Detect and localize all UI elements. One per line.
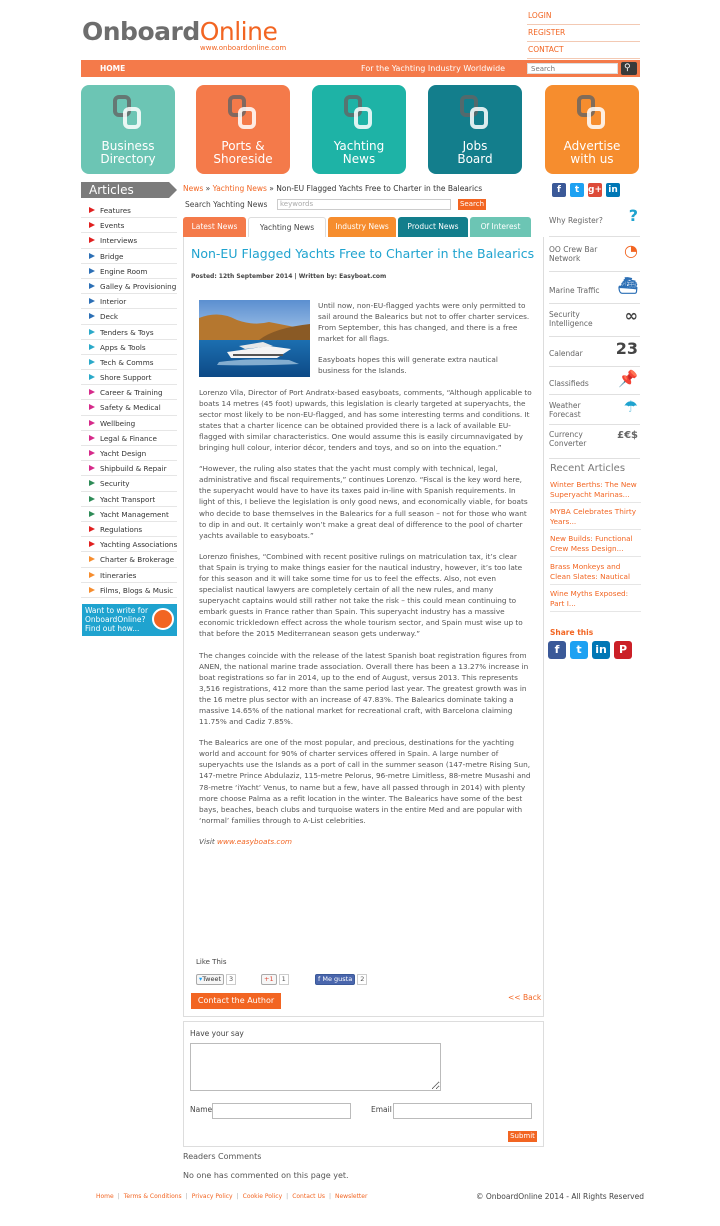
sidebar-link-calendar[interactable]: [549, 340, 640, 367]
sidebar-item-yacht-management[interactable]: [81, 507, 177, 522]
footer-link-contact-us[interactable]: Contact Us: [292, 1193, 325, 1200]
footer-separator: |: [286, 1193, 289, 1200]
sidebar-link-why-register-[interactable]: [549, 207, 640, 237]
sidebar-item-legal-finance[interactable]: [81, 431, 177, 446]
triangle-icon: [89, 435, 95, 441]
triangle-icon: [89, 587, 95, 593]
sidebar-item-label: Career & Training: [100, 388, 163, 398]
breadcrumb-yachting-news[interactable]: Yachting News: [212, 184, 267, 193]
email-field[interactable]: [393, 1103, 532, 1119]
gplus-widget[interactable]: [261, 974, 289, 985]
sidebar-item-yacht-design[interactable]: [81, 446, 177, 461]
nav-tagline: For the Yachting Industry Worldwide: [361, 64, 506, 73]
ship-icon: ⛴: [617, 276, 638, 295]
sidebar-item-interior[interactable]: [81, 294, 177, 309]
breadcrumb: [183, 184, 482, 193]
sidebar-item-tenders-toys[interactable]: [81, 325, 177, 340]
recent-articles-heading: Recent Articles: [550, 463, 626, 474]
fb-like-label: Me gusta: [322, 975, 353, 983]
triangle-icon: [89, 283, 95, 289]
sidebar-item-label: Charter & Brokerage: [100, 555, 175, 565]
sidebar-item-label: Safety & Medical: [100, 403, 161, 413]
triangle-icon: [89, 541, 95, 547]
tile-label: Business Directory: [100, 139, 156, 166]
footer-link-home[interactable]: Home: [96, 1193, 114, 1200]
logo-url: www.onboardonline.com: [200, 44, 287, 52]
wifi-icon: ◔: [624, 241, 638, 260]
yachting-search-label: Search Yachting News: [185, 200, 268, 209]
sidebar-item-label: Yacht Design: [100, 449, 147, 458]
sidebar-item-engine-room[interactable]: [81, 264, 177, 279]
share-this-heading: Share this: [550, 628, 594, 637]
oo-logo-icon: [226, 93, 260, 133]
gplus-icon[interactable]: g+: [588, 185, 602, 195]
tile-label: Ports & Shoreside: [213, 139, 273, 166]
sidebar-item-regulations[interactable]: [81, 522, 177, 537]
gplus-count: 1: [279, 974, 289, 985]
sidebar-item-yacht-transport[interactable]: [81, 492, 177, 507]
sidebar-item-label: Engine Room: [100, 266, 148, 276]
sidebar-item-tech-comms[interactable]: [81, 355, 177, 370]
breadcrumb-sep: »: [205, 184, 211, 193]
sidebar-item-yachting-associations[interactable]: [81, 537, 177, 552]
triangle-icon: [89, 526, 95, 532]
triangle-icon: [89, 237, 95, 243]
breadcrumb-current: Non-EU Flagged Yachts Free to Charter in the Balearics: [276, 184, 483, 193]
tile-label: Jobs Board: [457, 139, 493, 166]
triangle-icon: [89, 222, 95, 228]
triangle-icon: [89, 389, 95, 395]
register-link[interactable]: REGISTER: [527, 25, 640, 42]
binoculars-icon: ∞: [624, 306, 638, 325]
triangle-icon: [89, 404, 95, 410]
sidebar-item-charter-brokerage[interactable]: [81, 552, 177, 567]
sidebar-item-label: Tenders & Toys: [100, 327, 154, 337]
sidebar-link-currency-converter[interactable]: [549, 427, 640, 459]
write-line-3: Find out how...: [85, 624, 140, 633]
footer-separator: |: [236, 1193, 239, 1200]
recent-article-link[interactable]: Winter Berths: The New Superyacht Marinas...: [550, 480, 641, 503]
follow-icons: [552, 183, 624, 197]
articles-heading: Articles: [81, 182, 177, 198]
sidebar-item-label: Wellbeing: [100, 418, 136, 428]
yachting-search-input[interactable]: keywords: [277, 199, 451, 210]
sidebar-item-label: Itineraries: [100, 570, 137, 580]
triangle-icon: [89, 465, 95, 471]
triangle-icon: [89, 344, 95, 350]
triangle-icon: [89, 298, 95, 304]
triangle-icon: [89, 450, 95, 456]
sidebar-item-interviews[interactable]: [81, 233, 177, 248]
top-links: [527, 8, 640, 59]
sidebar-item-label: Shore Support: [100, 373, 152, 383]
footer-separator: |: [328, 1193, 331, 1200]
share-icons: [548, 641, 636, 659]
tile-label: Advertise with us: [563, 139, 621, 166]
sidebar-link-label: Calendar: [549, 349, 583, 358]
weather-icon: ☂: [623, 397, 638, 416]
sidebar-link-oo-crew-bar-network[interactable]: [549, 242, 640, 272]
sidebar-item-label: Interior: [100, 297, 127, 307]
article-body: [199, 300, 532, 857]
triangle-icon: [89, 496, 95, 502]
sidebar-item-deck[interactable]: [81, 309, 177, 324]
article-title: Non-EU Flagged Yachts Free to Charter in the Balearics: [191, 246, 535, 261]
sidebar-item-safety-medical[interactable]: [81, 400, 177, 415]
logo-part1: Onboard: [82, 17, 200, 46]
triangle-icon: [89, 359, 95, 365]
triangle-icon: [89, 313, 95, 319]
sidebar-item-wellbeing[interactable]: [81, 416, 177, 431]
sidebar-item-label: Yacht Management: [100, 509, 169, 519]
visit-label: Visit: [199, 836, 215, 846]
sidebar-item-label: Interviews: [100, 236, 138, 246]
sidebar-item-events[interactable]: [81, 218, 177, 233]
facebook-icon: f: [318, 975, 323, 983]
sidebar-item-label: Deck: [100, 312, 119, 322]
site-search-input[interactable]: [527, 63, 618, 74]
sidebar-item-label: Features: [100, 206, 131, 215]
triangle-icon: [89, 480, 95, 486]
linkedin-icon[interactable]: in: [606, 183, 620, 197]
sidebar-link-label: Classifieds: [549, 379, 589, 388]
nav-home-link[interactable]: HOME: [100, 64, 126, 73]
footer-separator: |: [117, 1193, 120, 1200]
search-icon: ⚲: [624, 63, 631, 73]
sidebar-link-label: Marine Traffic: [549, 286, 600, 295]
sidebar-item-films-blogs-music[interactable]: [81, 583, 177, 598]
sidebar-item-label: Apps & Tools: [100, 342, 146, 352]
sidebar-link-label: Why Register?: [549, 216, 603, 225]
site-search-button[interactable]: [621, 62, 637, 75]
sidebar-item-apps-tools[interactable]: [81, 340, 177, 355]
share-facebook-icon[interactable]: f: [548, 641, 566, 659]
readers-comments-heading: Readers Comments: [183, 1152, 262, 1161]
share-pinterest-icon[interactable]: P: [614, 641, 632, 659]
calendar-icon: 23: [615, 339, 638, 358]
triangle-icon: [89, 511, 95, 517]
footer-link-terms-conditions[interactable]: Terms & Conditions: [123, 1193, 182, 1200]
oo-logo-icon: [111, 93, 145, 133]
sidebar-item-label: Yacht Transport: [100, 494, 156, 504]
sidebar-item-label: Galley & Provisioning: [100, 281, 177, 291]
footer-links: [96, 1193, 367, 1200]
tile-label: Yachting News: [333, 139, 385, 166]
sidebar-link-label: OO Crew Bar Network: [549, 245, 598, 263]
article-paragraph: Until now, non-EU-flagged yachts were only permitted to sail around the Balearics but not to offer charter services. From September, this has changed, and there is a free market for all flags.: [318, 301, 530, 344]
recent-article-link[interactable]: Wine Myths Exposed: Part I...: [550, 589, 641, 612]
triangle-icon: [89, 374, 95, 380]
comment-form-heading: Have your say: [190, 1029, 244, 1038]
name-field[interactable]: [212, 1103, 351, 1119]
tile-advertise[interactable]: [545, 85, 639, 174]
sidebar-item-features[interactable]: [81, 203, 177, 218]
footer-copyright: © OnboardOnline 2014 - All Rights Reserved: [476, 1192, 644, 1201]
tweet-button[interactable]: [196, 974, 224, 985]
name-label: Name: [190, 1105, 213, 1114]
logo-part2: Online: [199, 17, 278, 46]
sidebar-item-shipbuild-repair[interactable]: [81, 461, 177, 476]
sidebar-item-shore-support[interactable]: [81, 370, 177, 385]
sidebar-link-classifieds[interactable]: [549, 370, 640, 395]
oo-logo-icon: [342, 93, 376, 133]
recent-article-link[interactable]: MYBA Celebrates Thirty Years...: [550, 507, 641, 530]
sidebar-link-label: Currency Converter: [549, 430, 587, 448]
triangle-icon: [89, 572, 95, 578]
site-logo[interactable]: [82, 18, 277, 46]
triangle-icon: [89, 420, 95, 426]
facebook-icon[interactable]: f: [552, 183, 566, 197]
pin-icon: 📌: [618, 369, 638, 388]
recent-article-link[interactable]: New Builds: Functional Crew Mess Design...: [550, 534, 641, 557]
comment-textarea[interactable]: [190, 1043, 441, 1091]
visit-line: [199, 836, 532, 847]
sidebar-item-bridge[interactable]: [81, 249, 177, 264]
yachting-search-button[interactable]: Search: [459, 200, 485, 208]
tab-product-news[interactable]: Product News: [398, 217, 468, 237]
easyboats-link[interactable]: www.easyboats.com: [217, 836, 293, 846]
sidebar-item-galley-provisioning[interactable]: [81, 279, 177, 294]
sidebar-item-itineraries[interactable]: [81, 568, 177, 583]
tweet-count: 3: [226, 974, 236, 985]
article-paragraph: “However, the ruling also states that the yacht must comply with technical, legal, administrative and fiscal requirements,” continues Lorenzo. “Fiscal is the key word here, the superyacht would have to have its taxes paid in-line with Spanish requirements. In light of this, I believe the legislation is only good news, and economically viable, for boats who decide to base themselves in the Balearics for a full season – not for those who want to dip in and out. It certainly won’t make a great deal of difference to the pool of charter yachts available to easyboats.”: [199, 464, 528, 540]
pencil-icon: [152, 608, 174, 630]
twitter-icon[interactable]: t: [570, 183, 584, 197]
tile-ports[interactable]: [196, 85, 290, 174]
triangle-icon: [89, 329, 95, 335]
currency-icon: £€$: [617, 430, 638, 441]
sidebar-link-security-intelligence[interactable]: [549, 307, 640, 337]
triangle-icon: [89, 556, 95, 562]
sidebar-link-marine-traffic[interactable]: [549, 277, 640, 304]
fb-like-button[interactable]: [315, 974, 355, 985]
login-link[interactable]: LOGIN: [527, 8, 640, 25]
nav-bar: [81, 60, 640, 77]
question-icon: ?: [628, 206, 638, 225]
article-paragraph: Easyboats hopes this will generate extra nautical business for the Islands.: [318, 355, 498, 376]
share-twitter-icon[interactable]: t: [570, 641, 588, 659]
tab-yachting-news[interactable]: Yachting News: [248, 217, 326, 237]
footer-separator: |: [185, 1193, 188, 1200]
sidebar-item-career-training[interactable]: [81, 385, 177, 400]
article-image: [199, 300, 310, 377]
write-for-us-banner[interactable]: [82, 604, 177, 636]
tile-yachting[interactable]: [312, 85, 406, 174]
footer-link-cookie-policy[interactable]: Cookie Policy: [242, 1193, 283, 1200]
sidebar-item-label: Regulations: [100, 524, 143, 534]
footer-link-newsletter[interactable]: Newsletter: [335, 1193, 368, 1200]
tab-of-interest[interactable]: Of Interest: [470, 217, 531, 237]
tab-industry-news[interactable]: Industry News: [328, 217, 396, 237]
email-label: Email: [371, 1105, 392, 1114]
article-meta: Posted: 12th September 2014 | Written by: Easyboat.com: [191, 273, 387, 280]
article-paragraph: Lorenzo Vila, Director of Port Andratx-based easyboats, comments, “Although applicable to boats 14 metres (45 foot) upwards, this legislation is clearly targeted at superyachts, the sector most likely to be non-EU-flagged, and has some interesting terms and conditions. It states that a charter licence can be obtained provided there is a lack of available EU-flagged with similar characteristics. One would assume this is easily circumnavigated by bringing hull colour, interior décor, tenders and toys, and so on into the equation.”: [199, 387, 532, 453]
triangle-icon: [89, 207, 95, 213]
articles-menu: [81, 203, 177, 598]
sidebar-link-label: Security Intelligence: [549, 310, 593, 328]
tweet-label: Tweet: [202, 975, 222, 983]
triangle-icon: [89, 253, 95, 259]
tweet-widget[interactable]: [196, 974, 236, 985]
sidebar-item-label: Security: [100, 479, 130, 489]
breadcrumb-sep: »: [269, 184, 274, 193]
write-line-2: OnboardOnline?: [85, 615, 146, 624]
article-paragraph: Lorenzo finishes, “Combined with recent positive rulings on matriculation tax, it’s clear that Spain is trying to make things easier for the nautical industry, however, it’s too late for this season and it will take some time for us to feel the effects. Also, not even specialist nautical lawyers are completely certain of all the new rules, and many superyacht captains would still rather not take the risk – this could mean continuing to embark guests in France rather than Spain. This superyacht industry has a massive economic trickledown effect across the whole tourism sector, and Spain must wise up to that before the 2015 Mediterranean season gets underway.”: [199, 551, 523, 639]
gplus-button[interactable]: +1: [261, 974, 277, 985]
tab-latest-news[interactable]: Latest News: [183, 217, 246, 237]
tile-jobs[interactable]: [428, 85, 522, 174]
sidebar-item-security[interactable]: [81, 476, 177, 491]
footer-link-privacy-policy[interactable]: Privacy Policy: [191, 1193, 233, 1200]
write-line-1: Want to write for: [85, 606, 149, 615]
sidebar-item-label: Yachting Associations: [100, 540, 178, 550]
fb-like-count: 2: [357, 974, 367, 985]
sidebar-item-label: Films, Blogs & Music: [100, 585, 174, 595]
twitter-icon: ▾: [199, 975, 203, 983]
oo-logo-icon: [575, 93, 609, 133]
sidebar-link-label: Weather Forecast: [549, 401, 581, 419]
breadcrumb-news[interactable]: News: [183, 184, 204, 193]
contact-link[interactable]: CONTACT: [527, 42, 640, 59]
article-paragraph: The changes coincide with the release of the latest Spanish boat registration figures from ANEN, the national marine trade association. Overall there has been a 13.27% increase in boat registrations so far in 2014, up to the end of August, versus 2013. This represents 3,516 registrations, 412 more than the same period last year. The greatest growth was in the 16 metre plus sector with an increase of 47.83%. The Balearics dominate taking a massive 14.65% of the national market for recreational craft, with Barcelona claiming 11.75% and Cadiz 7.85%.: [199, 650, 529, 727]
sidebar-item-label: Events: [100, 221, 125, 231]
sidebar-item-label: Legal & Finance: [100, 433, 157, 443]
submit-button[interactable]: Submit: [508, 1131, 537, 1142]
recent-article-link[interactable]: Brass Monkeys and Clean Slates: Nautical: [550, 562, 641, 585]
sidebar-item-label: Shipbuild & Repair: [100, 464, 167, 474]
sidebar-item-label: Tech & Comms: [100, 357, 154, 367]
fb-like-widget[interactable]: [315, 974, 367, 985]
triangle-icon: [89, 268, 95, 274]
share-linkedin-icon[interactable]: in: [592, 641, 610, 659]
tile-business[interactable]: [81, 85, 175, 174]
oo-logo-icon: [458, 93, 492, 133]
sidebar-link-weather-forecast[interactable]: [549, 398, 640, 425]
article-paragraph: The Balearics are one of the most popular, and precious, destinations for the yachting world and account for 90% of charter services offered in Spain. A large number of superyachts use the Islands as a port of call in the summer season (147-metre Rising Sun, 147-metre Prince Abdulaziz, 115-metre Pelorus, 96-metre Limitless, 88-metre Musashi and 78-metre ‘iYacht’ Venus, to name but a few, have all passed through in 2014) with plenty more choose Palma as a refit location in the winter. The Balearics have some of the best bays, beaches, beach clubs and turquoise waters in the entire Med and are popular with ‘normal’ families through to A-List celebrities.: [199, 738, 531, 825]
no-comments-text: No one has commented on this page yet.: [183, 1171, 349, 1180]
like-this-label: Like This: [196, 958, 227, 966]
contact-author-button[interactable]: Contact the Author: [191, 993, 281, 1009]
back-link[interactable]: << Back: [508, 993, 542, 1002]
sidebar-item-label: Bridge: [100, 251, 124, 261]
